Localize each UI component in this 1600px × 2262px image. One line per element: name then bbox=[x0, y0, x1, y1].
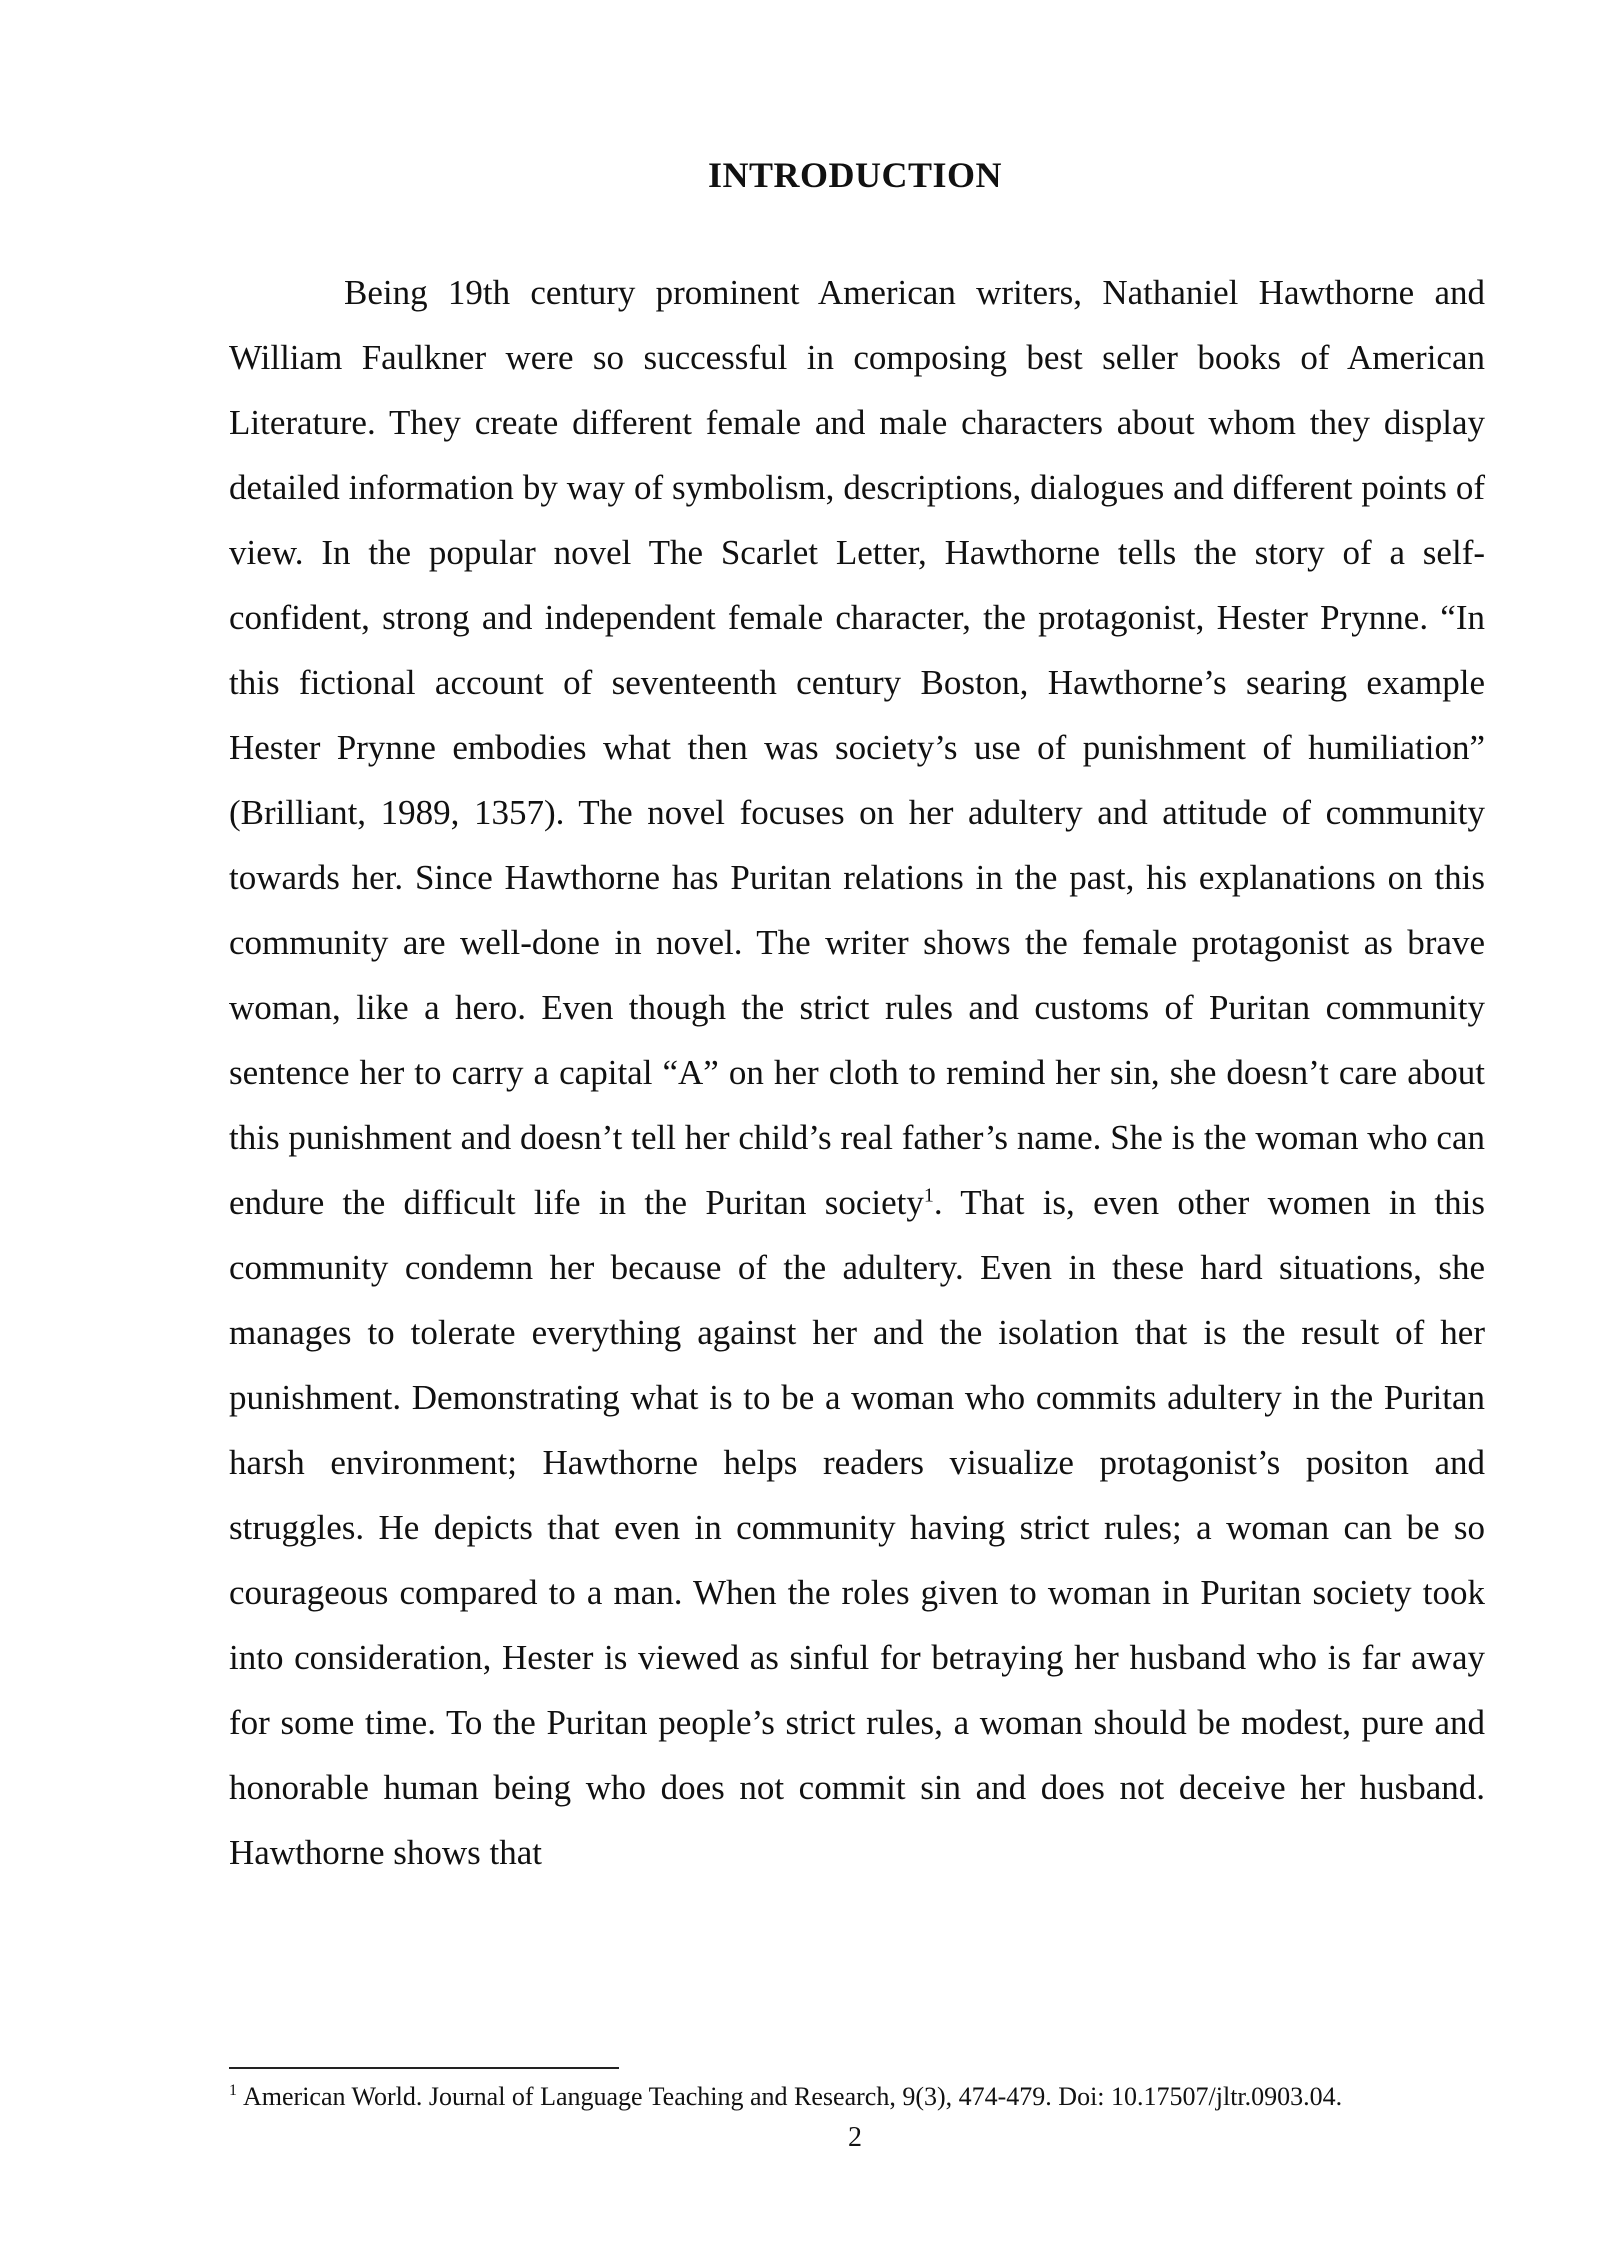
footnote-marker: 1 bbox=[229, 2082, 237, 2100]
footnote-reference: 1 bbox=[923, 1184, 934, 1207]
body-paragraph bbox=[229, 260, 1485, 1885]
paragraph-text-before-note: Being 19th century prominent American writers, Nathaniel Hawthorne and William Faulkner were so successful in composing best seller books of American Literature. They create different female and male characters about whom they display detailed information by way of symbolism, descriptions, dialogues and different points of view. In the popular novel The Scarlet Letter, Hawthorne tells the story of a self-confident, strong and independent female character, the protagonist, Hester Prynne. “In this fictional account of seventeenth century Boston, Hawthorne’s searing example Hester Prynne embodies what then was society’s use of punishment of humiliation” (Brilliant, 1989, 1357). The novel focuses on her adultery and attitude of community towards her. Since Hawthorne has Puritan relations in the past, his explanations on this community are well-done in novel. The writer shows the female protagonist as brave woman, like a hero. Even though the strict rules and customs of Puritan community sentence her to carry a capital “A” on her cloth to remind her sin, she doesn’t care about this punishment and doesn’t tell her child’s real father’s name. She is the woman who can endure the difficult life in the Puritan society bbox=[229, 273, 1485, 1222]
footnote-text: American World. Journal of Language Teaching and Research, 9(3), 474-479. Doi: 10.17507/jltr.0903.04. bbox=[243, 2082, 1343, 2111]
paragraph-text-after-note: . That is, even other women in this community condemn her because of the adultery. Even in these hard situations, she manages to tolerate everything against her and the isolation that is the result of her punishment. Demonstrating what is to be a woman who commits adultery in the Puritan harsh environment; Hawthorne helps readers visualize protagonist’s positon and struggles. He depicts that even in community having strict rules; a woman can be so courageous compared to a man. When the roles given to woman in Puritan society took into consideration, Hester is viewed as sinful for betraying her husband who is far away for some time. To the Puritan people’s strict rules, a woman should be modest, pure and honorable human being who does not commit sin and does not deceive her husband. Hawthorne shows that bbox=[229, 1183, 1485, 1872]
page-title: INTRODUCTION bbox=[707, 155, 1003, 195]
page-number: 2 bbox=[848, 2122, 862, 2153]
footnote-separator bbox=[229, 2067, 619, 2069]
footnote bbox=[229, 2080, 1485, 2114]
